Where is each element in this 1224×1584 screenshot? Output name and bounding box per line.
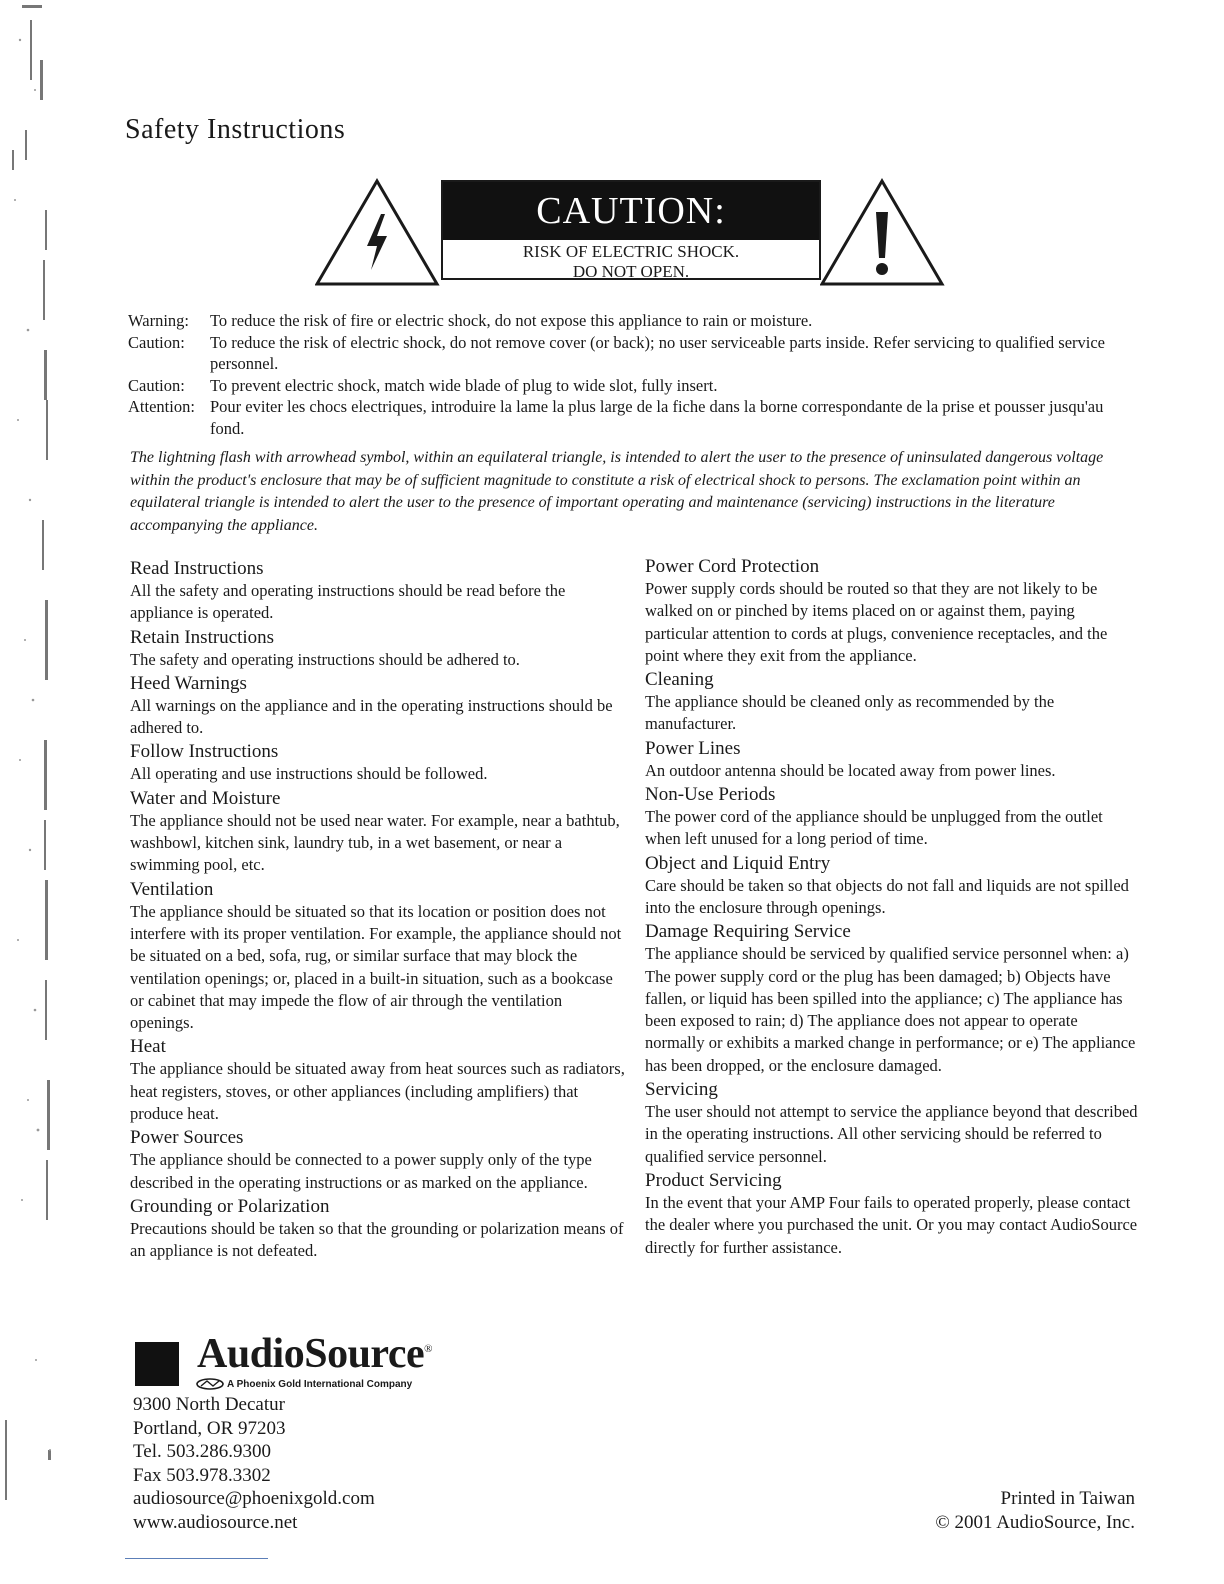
section-heading: Servicing	[645, 1079, 718, 1101]
lightning-triangle-icon	[315, 178, 440, 288]
logo-square-icon	[135, 1342, 179, 1386]
warning-label: Caution:	[128, 375, 185, 395]
symbol-explanation: The lightning flash with arrowhead symbol, within an equilateral triangle, is intended to alert the user to the presence of uninsulated dangerous voltage within the product's enclosure that may be of sufficient magnitude to constitute a risk of electrical shock to persons. The exclamation point within an equilateral triangle is intended to alert the user to the presence of important operating and maintenance (servicing) instructions in the literature accompanying the appliance.	[130, 449, 1104, 534]
warning-text: To reduce the risk of fire or electric shock, do not expose this appliance to rain or moisture.	[210, 311, 813, 330]
section-heading: Heed Warnings	[130, 672, 247, 694]
address-website[interactable]: www.audiosource.net	[133, 1511, 298, 1533]
left-column	[130, 556, 625, 1263]
section	[645, 555, 1140, 667]
logo-tagline: A Phoenix Gold International Company	[227, 1379, 413, 1390]
section-body: All operating and use instructions should be followed.	[130, 764, 488, 784]
section-body: The appliance should not be used near water. For example, near a bathtub, washbowl, kitchen sink, laundry tub, in a wet basement, or near a swimming pool, etc.	[130, 810, 620, 875]
company-address	[133, 1393, 375, 1534]
section	[130, 672, 625, 740]
section-body: An outdoor antenna should be located away from power lines.	[645, 760, 1056, 780]
bottom-divider	[125, 1558, 268, 1559]
copyright: © 2001 AudioSource, Inc.	[935, 1512, 1135, 1533]
section	[130, 1195, 625, 1263]
section-heading: Object and Liquid Entry	[645, 852, 831, 874]
address-fax: Fax 503.978.3302	[133, 1464, 271, 1486]
section-body: The appliance should be connected to a power supply only of the type described in the operating instructions or as marked on the appliance.	[130, 1150, 592, 1192]
section-heading: Water and Moisture	[130, 787, 281, 809]
section-body: The user should not attempt to service the appliance beyond that described in the operating instructions. All other servicing should be referred to qualified service personnel.	[645, 1102, 1138, 1166]
section-body: In the event that your AMP Four fails to operated properly, please contact the dealer where you purchased the unit. Or you may contact AudioSource directly for further assistance.	[645, 1192, 1138, 1257]
logo-name: AudioSource	[197, 1331, 425, 1377]
section-heading: Heat	[130, 1036, 166, 1058]
caution-line-2: DO NOT OPEN.	[572, 262, 690, 281]
section	[645, 852, 1140, 920]
section	[645, 1169, 1140, 1259]
warning-row	[128, 375, 1118, 397]
section	[645, 737, 1140, 782]
section	[130, 557, 625, 625]
warning-label: Caution:	[128, 332, 185, 352]
section	[130, 1035, 625, 1125]
warning-row	[128, 332, 1118, 375]
exclamation-triangle-icon	[820, 178, 945, 288]
section-heading: Power Cord Protection	[645, 556, 820, 577]
print-info	[935, 1487, 1135, 1535]
caution-label-box	[441, 180, 821, 280]
section-heading: Read Instructions	[130, 558, 264, 579]
printed-location: Printed in Taiwan	[1000, 1488, 1135, 1509]
section	[130, 878, 625, 1035]
section-heading: Non-Use Periods	[645, 784, 776, 806]
section	[645, 1078, 1140, 1168]
section-body: The safety and operating instructions should be adhered to.	[130, 649, 520, 669]
section-body: The appliance should be situated away from heat sources such as radiators, heat registers, stoves, or other appliances (including amplifiers) that produce heat.	[130, 1059, 625, 1124]
section-heading: Power Sources	[130, 1127, 244, 1149]
caution-block	[315, 178, 945, 288]
section	[645, 668, 1140, 736]
section-body: All warnings on the appliance and in the operating instructions should be adhered to.	[130, 695, 613, 738]
section-body: The power cord of the appliance should be unplugged from the outlet when left unused for a long period of time.	[645, 807, 1103, 849]
section-body: The appliance should be serviced by qualified service personnel when: a) The power supply cord or the plug has been damaged; b) Objects have fallen, or liquid has been spilled into the appliance; c) The appliance has been exposed to rain; d) The appliance does not appear to operate normally or exhibits a marked change in performance; or e) The appliance has been dropped, or the enclosure damaged.	[645, 944, 1136, 1075]
address-phone: Tel. 503.286.9300	[133, 1441, 271, 1462]
warning-text: To prevent electric shock, match wide blade of plug to wide slot, fully insert.	[210, 375, 718, 395]
right-column	[645, 554, 1140, 1259]
registered-mark: ®	[424, 1343, 432, 1355]
section-heading: Cleaning	[645, 669, 714, 691]
section	[130, 787, 625, 877]
caution-line-1: RISK OF ELECTRIC SHOCK.	[522, 242, 740, 261]
caution-subtext	[443, 240, 819, 282]
warning-row	[128, 396, 1118, 439]
section-heading: Product Servicing	[645, 1169, 782, 1191]
section-heading: Grounding or Polarization	[130, 1195, 330, 1217]
address-street: 9300 North Decatur	[133, 1394, 285, 1415]
phoenix-gold-icon	[195, 1377, 225, 1391]
section-heading: Ventilation	[130, 878, 214, 900]
section-heading: Damage Requiring Service	[645, 921, 851, 943]
warning-text: To reduce the risk of electric shock, do not remove cover (or back); no user serviceable parts inside. Refer servicing to qualified service personnel.	[210, 332, 1105, 373]
section-body: The appliance should be cleaned only as recommended by the manufacturer.	[645, 692, 1055, 734]
section	[130, 740, 625, 785]
caution-heading: CAUTION:	[443, 182, 819, 240]
scan-edge-noise	[0, 0, 60, 1584]
section-body: The appliance should be situated so that its location or position does not interfere with its proper ventilation. For example, the appliance should not be situated on a bed, sofa, rug, or similar surface that may block the ventilation openings; or, placed in a built-in situation, such as a bookcase or cabinet that may impede the flow of air through the ventilation openings.	[130, 901, 622, 1033]
warning-label: Attention:	[128, 397, 195, 416]
section	[645, 920, 1140, 1077]
warning-label: Warning:	[128, 311, 189, 330]
section-body: Power supply cords should be routed so that they are not likely to be walked on or pinched by items placed on or against them, paying particular attention to cords at plugs, convenience receptacles, and the point where they exit from the appliance.	[645, 579, 1108, 665]
warning-list	[128, 310, 1118, 439]
address-email[interactable]: audiosource@phoenixgold.com	[133, 1488, 375, 1509]
section-body: Precautions should be taken so that the grounding or polarization means of an appliance is not defeated.	[130, 1218, 624, 1261]
section	[130, 1126, 625, 1194]
warning-text: Pour eviter les chocs electriques, introduire la lame la plus large de la fiche dans la borne correspondante de la prise et pousser jusqu'au fond.	[210, 397, 1104, 438]
section	[645, 783, 1140, 851]
address-city: Portland, OR 97203	[133, 1417, 286, 1439]
section-body: Care should be taken so that objects do not fall and liquids are not spilled into the enclosure through openings.	[645, 875, 1129, 917]
warning-row	[128, 310, 1118, 332]
section-body: All the safety and operating instructions should be read before the appliance is operated.	[130, 581, 566, 623]
page-title: Safety Instructions	[125, 114, 346, 145]
section-heading: Power Lines	[645, 737, 741, 759]
logo-wordmark	[197, 1330, 432, 1378]
section-heading: Retain Instructions	[130, 626, 275, 648]
section	[130, 626, 625, 671]
section-heading: Follow Instructions	[130, 741, 279, 763]
